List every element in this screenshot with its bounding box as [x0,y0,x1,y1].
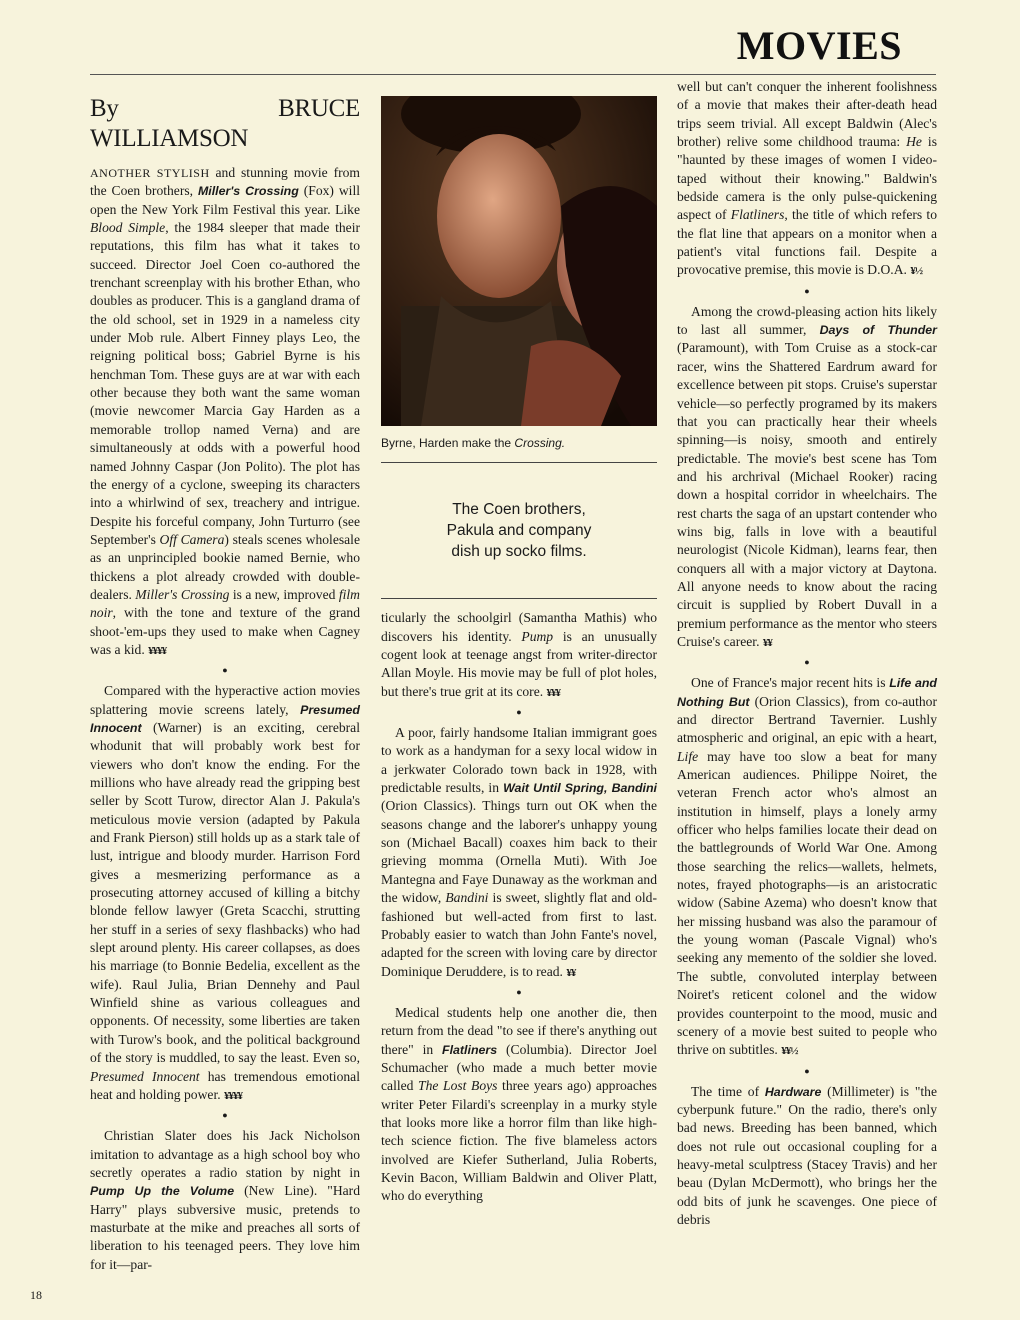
film-title: Wait Until Spring, Bandini [503,781,657,796]
review-flatliners-continued: well but can't conquer the inherent foolishness of a movie that makes their after-death head trips seem trivial. All except Baldwin (Alec's brother) relive some childhood trauma: He is "haunted by these images of women I video-taped without their knowing." Baldwin's bedside camera is the only pulse-quickening aspect of Flatliners, the title of which refers to the flat line that appears on a monitor when a patient's vital functions fail. Despite a provocative premise, this movie is D.O.A. ¥½ [677,79,937,278]
column-1 [90,90,360,1274]
review-flatliners: Medical students help one another die, then return from the dead "to see if there's anything out there" in Flatliners (Columbia). Director Joel Schumacher (who made a much better movie called The Lost Boys three years ago) approaches writer Peter Filardi's screenplay in a murky style that looks more like a horror film than like high-tech science fiction. The five blameless actors involved are Kiefer Sutherland, Julia Roberts, Kevin Bacon, William Baldwin and Oliver Platt, who do everything [381,1004,657,1204]
rating: ¥¥½ [781,1045,798,1058]
column-3 [677,78,937,1229]
review-days-of-thunder: Among the crowd-pleasing action hits likely to last all summer, Days of Thunder (Paramount), with Tom Cruise as a stock-car racer, wins the Shattered Eardrum award for excellence between pit stops. Cruise's superstar vehicle—so perfectly programed by its makers that you can practically hear their wheels spinning—is noisy, smooth and entirely predictable. The movie's best scene has Tom and his archrival (Michael Rooker) racing down a hospital corridor in wheelchairs. The rest charts the saga of an upstart contender who wins big, falls in love with a beautiful neurologist (Nicole Kidman), learns fear, then conquers all with a major victory at Daytona. All anyone needs to know about the racing circuit is supplied by Robert Duvall in a premium performance as the mentor who steers Cruise's career. ¥¥ [677,303,938,649]
section-title: MOVIES [736,23,902,68]
film-title: Life and Nothing But [677,676,938,709]
header-rule [90,74,936,75]
bullet-divider: ● [516,707,522,718]
review-life-and-nothing-but: One of France's major recent hits is Life and Nothing But (Orion Classics), from co-author and director Bertrand Tavernier. Lushly atmospheric and original, an epic with a heart, Life may have too slow a beat for many American audiences. Philippe Noiret, the veteran French actor who's almost an institution in himself, plays a lonely army officer who helps families locate their dead on the battlegrounds of World War One. Among those searching the relics—wallets, helmets, notes, frayed photographs—is an aristocratic widow (Sabine Azema) who doesn't know that her missing husband was also the paramour of the young woman (Pascale Vignal) who's seeking any memento of the soldier she loved. The subtle, convoluted interplay between Noiret's reticent colonel and the widow provides counterpoint to the mood, music and scenery of a movie best suited to people who thrive on subtitles. ¥¥½ [677,675,938,1058]
rating: ¥¥¥ [546,686,561,699]
review-pump-up-the-volume: Christian Slater does his Jack Nicholson imitation to advantage as a high school boy who secretly operates a radio station by night in Pump Up the Volume (New Line). "Hard Harry" plays subversive music, pretends to masturbate at the mike and preaches all sorts of liberation to his teenaged peers. They love him for it—par- [90,1128,360,1272]
pullquote-line: The Coen brothers, [452,501,586,519]
rating: ¥¥¥¥ [224,1089,243,1102]
rating: ¥½ [910,265,923,278]
column-2 [381,96,657,1206]
lead-in: ANOTHER STYLISH [90,166,210,180]
photo-caption: Byrne, Harden make the Crossing. [381,436,566,450]
film-still-photo [381,96,657,426]
review-hardware: The time of Hardware (Millimeter) is "the cyberpunk future." On the radio, there's only bad news. Breeding has been banned, which does not rule out occasional coupling for a heavy-metal sculptress (Stacey Travis) and her beau (Dylan McDermott), who brings her the odd bits of junk he scavenges. One piece of debris [677,1083,937,1227]
rating: ¥¥¥¥ [148,644,167,657]
rating: ¥¥ [566,966,576,979]
bullet-divider: ● [222,665,228,676]
review-presumed-innocent: Compared with the hyperactive action movies splattering movie screens lately, Presumed Innocent (Warner) is an exciting, cerebral whodunit that will probably work best for viewers who don't know the ending. For the millions who have already read the gripping best seller by Scott Turow, director Alan J. Pakula's meticulous movie version (adapted by Pakula and Frank Pierson) still holds up as a stark tale of lust, intrigue and bloody murder. Harrison Ford gives a mesmerizing performance as a prosecuting attorney accused of killing a bitchy blonde fellow lawyer (Greta Scacchi, strutting her stuff in a series of sexy flashbacks) who had slept around plenty. His career collapses, as does his marriage (to Bonnie Bedelia, excellent as the wife). Raul Julia, Brian Dennehy and Paul Winfield shine as various colleagues and opponents. Of necessity, some liberties are taken with Turow's book, and the political background of the story is muddled, to say the least. Even so, Presumed Innocent has tremendous emotional heat and holding power. ¥¥¥¥ [90,683,360,1102]
pullquote-line: dish up socko films. [451,543,587,561]
film-title: Pump Up the Volume [90,1184,235,1199]
page-header [0,0,1020,78]
film-title: Miller's Crossing [197,184,299,199]
rating: ¥¥ [762,636,772,649]
photo-illustration [381,96,657,426]
film-title: Hardware [764,1084,822,1099]
bullet-divider: ● [516,986,522,997]
byline: By BRUCE WILLIAMSON [90,95,360,152]
review-wait-until-spring: A poor, fairly handsome Italian immigrant goes to work as a handyman for a sexy local widow in a jerkwater Colorado town back in 1928, with predictable results, in Wait Until Spring, Bandini (Orion Classics). Things turn out OK when the seasons change and the laborer's unhappy young son (Michael Bacall) coaxes him back to their grieving momma (Ornella Muti). With Joe Mantegna and Faye Dunaway as the workman and the widow, Bandini is sweet, slightly flat and old-fashioned but well-acted from first to last. Probably easier to watch than John Fante's novel, adapted for the screen with loving care by director Dominique Deruddere, is to read. ¥¥ [381,725,657,979]
pullquote [381,473,657,588]
divider [381,598,657,599]
bullet-divider: ● [804,285,810,296]
review-pump-continued: ticularly the schoolgirl (Samantha Mathis) who discovers his identity. Pump is an unusually cogent look at teenage angst from writer-director Allan Moyle. His movie may be full of plot holes, but there's true grit at its core. ¥¥¥ [381,610,657,699]
pullquote-line: Pakula and company [446,522,592,540]
bullet-divider: ● [804,1065,810,1076]
review-millers-crossing: ANOTHER STYLISH and stunning movie from the Coen brothers, Miller's Crossing (Fox) will open the New York Film Festival this year. Like Blood Simple, the 1984 sleeper that made their reputations, this film has what it takes to succeed. Director Joel Coen co-authored the trenchant screenplay with his brother Ethan, who doubles as producer. This is a gangland drama of the old school, set in 1929 in a nameless city under Mob rule. Albert Finney plays Leo, the reigning political boss; Gabriel Byrne is his henchman Tom. These guys are at war with each other because they both want the same woman (movie newcomer Marcia Gay Harden as a memorable trollop named Verna) and are simultaneously at odds with a powerful hood named Johnny Caspar (Jon Polito). The plot has the energy of a cyclone, sweeping its characters into a whirlwind of sex, treachery and intrigue. Despite his forceful company, John Turturro (see September's Off Camera) steals scenes wholesale as an unprincipled bookie named Bernie, who thickens a plot already crowded with double-dealers. Miller's Crossing is a new, improved film noir, with the tone and texture of the grand shoot-'em-ups they used to make when Cagney was a kid. ¥¥¥¥ [90,165,360,657]
page-number: 18 [30,1288,42,1302]
film-title: Days of Thunder [819,323,938,338]
bullet-divider: ● [804,657,810,668]
film-title: Presumed Innocent [90,702,360,735]
bullet-divider: ● [222,1110,228,1121]
film-title: Flatliners [442,1042,498,1057]
divider [381,462,657,463]
